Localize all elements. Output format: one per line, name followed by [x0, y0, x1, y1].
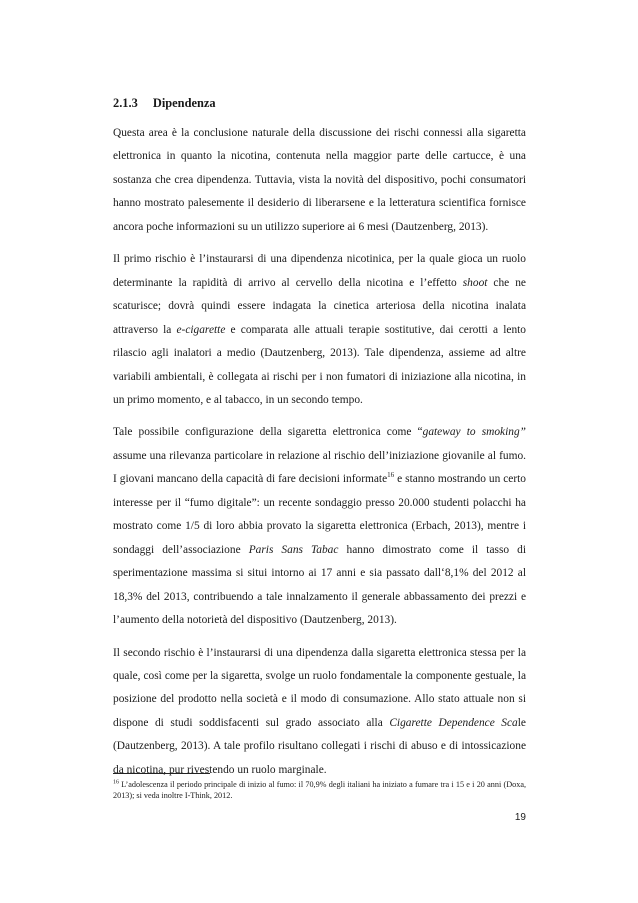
paragraph-2-text-a: Il primo rischio è l’instaurarsi di una dipendenza nicotinica, per la quale gioca un ruolo determinante la rapidità di arrivo al cervello della nicotina e l’effetto [113, 253, 526, 289]
footnote-separator [113, 773, 210, 774]
paragraph-1 [113, 122, 526, 239]
paragraph-3 [113, 421, 526, 632]
section-number: 2.1.3 [113, 96, 138, 110]
paragraph-3-text-b: assume una rilevanza particolare in relazione al rischio dell’iniziazione giovanile al fumo. I giovani mancano della capacità di fare decisioni informate [113, 449, 526, 486]
paragraph-4 [113, 642, 526, 786]
footnote-marker: 16 [113, 779, 119, 786]
paragraph-1-text: Questa area è la conclusione naturale della discussione dei rischi connessi alla sigaretta elettronica in quanto la nicotina, contenuta nella maggior parte delle cartucce, è una sostanza che crea dipendenza. Tuttavia, vista la novità del dispositivo, pochi consumatori hanno mostrato palesemente il desiderio di liberarsene e la letteratura scientifica fornisce ancora poche informazioni su un utilizzo superiore ai 6 mesi (Dautzenberg, 2013). [113, 127, 526, 233]
paragraph-4-text-a: Il secondo rischio è l’instaurarsi di una dipendenza dalla sigaretta elettronica stessa per la quale, così come per la sigaretta, svolge un ruolo fondamentale la componente gestuale, la posizione del prodotto nella società e il modo di consumazione. Allo stato attuale non si dispone di studi soddisfacenti sul grado associato alla [113, 646, 526, 729]
section-heading [113, 96, 216, 111]
paragraph-2-italic-ecigarette: e-cigarette [176, 323, 226, 336]
section-title: Dipendenza [152, 96, 216, 110]
paragraph-3-italic-gateway: gateway to smoking” [422, 426, 526, 439]
paragraph-3-text-d: hanno dimostrato come il tasso di sperimentazione massima si situi intorno ai 17 anni e sia passato dall‘8,1% del 2012 al 18,3% del 2013, contribuendo a tale innalzamento il generale abbassamento dei prezzi e l’aumento della notorietà del dispositivo (Dautzenberg, 2013). [113, 543, 526, 627]
paragraph-2-italic-shoot: shoot [462, 276, 488, 289]
footnote-reference: 16 [387, 471, 395, 480]
paragraph-3-text-a: Tale possibile configurazione della sigaretta elettronica come “ [113, 426, 423, 439]
footnote-text: L’adolescenza il periodo principale di inizio al fumo: il 70,9% degli italiani ha iniziato a fumare tra i 15 e i 20 anni (Doxa, 2013); si veda inoltre I-Think, 2012. [113, 780, 526, 800]
paragraph-2 [113, 248, 526, 412]
page-number: 19 [514, 812, 526, 823]
footnote [113, 780, 526, 802]
paragraph-2-text-c: e comparata alle attuali terapie sostitutive, dai cerotti a lento rilascio agli inalatori a medio (Dautzenberg, 2013). Tale dipendenza, assieme ad altre variabili ambientali, è collegata ai rischi per i non fumatori di iniziazione alla nicotina, in un primo momento, e al tabacco, in un secondo tempo. [113, 323, 526, 406]
body-text [113, 122, 526, 782]
paragraph-3-text-c: e stanno mostrando un certo interesse per il “fumo digitale”: un recente sondaggio presso 20.000 studenti polacchi ha mostrato come 1/5 di loro abbia provato la sigaretta elettronica (Erbach, 2013), mentre i sondaggi dell’associazione [113, 473, 526, 556]
paragraph-4-text-b: le (Dautzenberg, 2013). A tale profilo risultano collegati i rischi di abuso e di intossicazione da nicotina, pur rivestendo un ruolo marginale. [113, 716, 526, 776]
paragraph-2-text-b: che ne scaturisce; dovrà quindi essere indagata la cinetica arteriosa della nicotina inalata attraverso la [113, 276, 526, 336]
paragraph-3-italic-association: Paris Sans Tabac [248, 543, 339, 556]
paragraph-4-italic-scale: Cigarette Dependence Sca [389, 716, 518, 729]
